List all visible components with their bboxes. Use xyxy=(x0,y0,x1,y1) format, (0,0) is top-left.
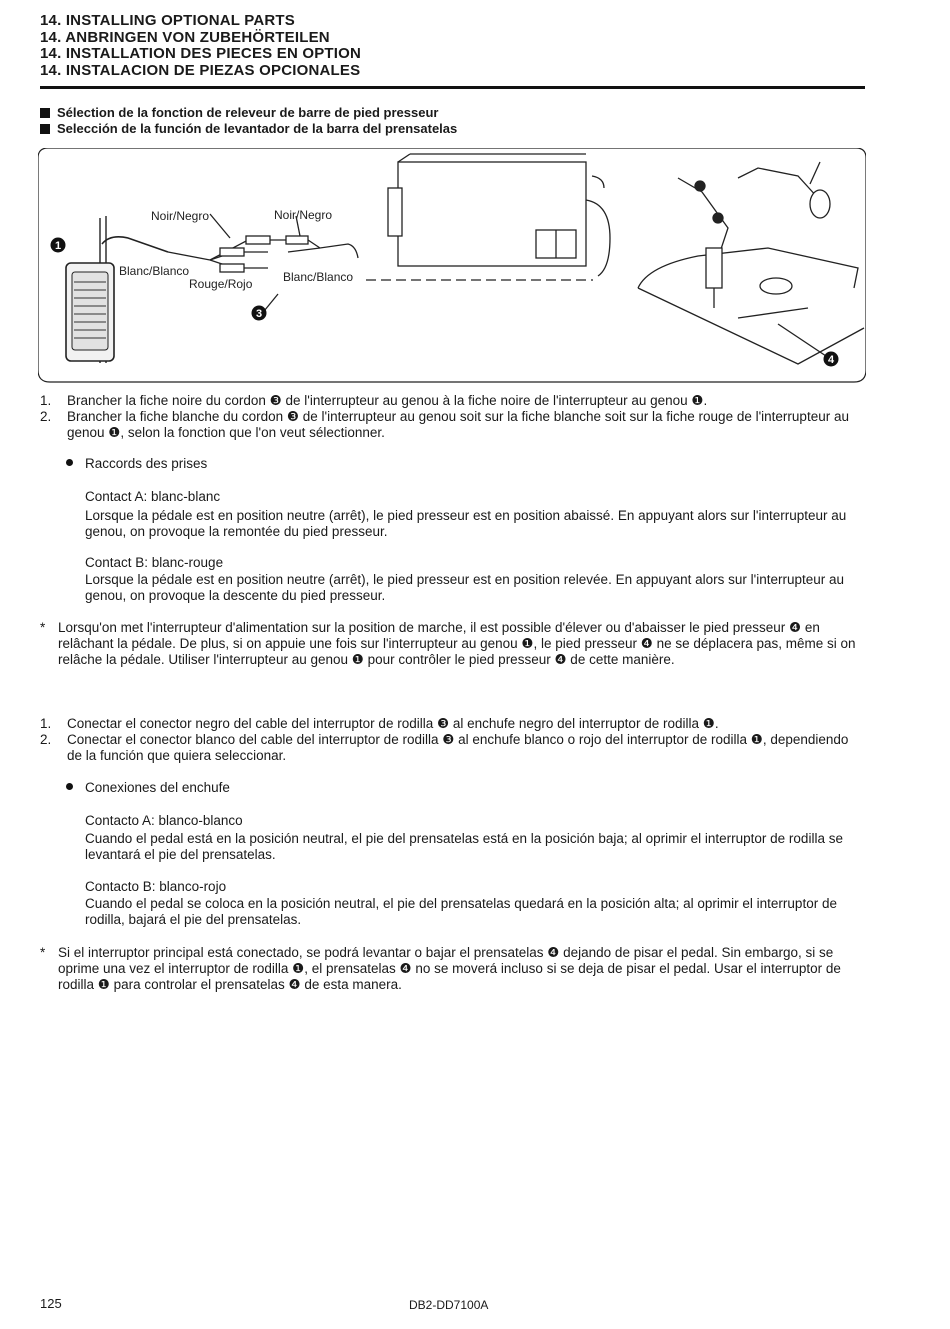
callout-3 xyxy=(252,306,267,321)
es-bullet-text: Conexiones del enchufe xyxy=(85,780,230,795)
label-noir-negro-right: Noir/Negro xyxy=(274,208,333,222)
callout-4 xyxy=(824,352,839,367)
fr-note-text: Lorsqu'on met l'interrupteur d'alimentation sur la position de marche, il est possible d'élever ou d'abaisser le pied presseur ❹ en relâchant la pédale. De plus, si on appuie une fois sur l'interrupteur au genou ❶, le pied presseur ❹ ne se déplacera pas, même si on relâche la pédale. Utiliser l'interrupteur au genou ❶ pour contrôler le pied presseur ❹ de cette manière. xyxy=(58,620,856,667)
heading-en: 14. INSTALLING OPTIONAL PARTS xyxy=(40,12,295,29)
section-title-es-text: Selección de la función de levantador de la barra del prensatelas xyxy=(57,121,458,136)
fr-step2-number: 2. xyxy=(40,409,52,424)
svg-text:1: 1 xyxy=(54,240,62,252)
section-title-fr xyxy=(40,105,438,121)
es-bullet-conexiones xyxy=(66,780,230,795)
section-title-fr-text: Sélection de la fonction de releveur de barre de pied presseur xyxy=(57,105,439,120)
es-contactB-text: Cuando el pedal se coloca en la posición neutral, el pie del prensatelas quedará en la posición alta; al oprimir el interruptor de rodilla, bajará el pie del prensatelas. xyxy=(85,896,837,927)
fr-bullet-raccords xyxy=(66,456,207,471)
label-noir-negro-left: Noir/Negro xyxy=(151,209,210,223)
heading-es: 14. INSTALACION DE PIEZAS OPCIONALES xyxy=(40,61,361,79)
fr-step2-text: Brancher la fiche blanche du cordon ❸ de l'interrupteur au genou soit sur la fiche blanche soit sur la fiche rouge de l'interrupteur au genou ❶, selon la fonction que l'on veut sélectionner. xyxy=(67,409,849,440)
fr-step1-text: Brancher la fiche noire du cordon ❸ de l'interrupteur au genou à la fiche noire de l'interrupteur au genou ❶. xyxy=(67,393,708,408)
label-rouge-rojo: Rouge/Rojo xyxy=(189,277,253,291)
heading-rule xyxy=(40,86,865,89)
es-contactA-title: Contacto A: blanco-blanco xyxy=(85,813,243,828)
sewing-machine-head xyxy=(638,162,864,364)
svg-text:4: 4 xyxy=(827,354,835,366)
callout-1 xyxy=(51,238,66,253)
cable-connectors xyxy=(168,214,358,316)
heading-de: 14. ANBRINGEN VON ZUBEHÖRTEILEN xyxy=(40,28,330,46)
section-title-es xyxy=(40,121,457,137)
heading-fr: 14. INSTALLATION DES PIECES EN OPTION xyxy=(40,45,362,62)
fr-step1-number: 1. xyxy=(40,393,52,408)
fr-contactA-text: Lorsque la pédale est en position neutre (arrêt), le pied presseur est en position abaissé. En appuyant alors sur l'interrupteur au genou, on provoque la remontée du pied presseur. xyxy=(85,508,847,539)
page-number: 125 xyxy=(40,1296,62,1311)
es-note-text: Si el interruptor principal está conectado, se podrá levantar o bajar el prensatelas ❹ dejando de pisar el pedal. Sin embargo, si se oprime una vez el interruptor de rodilla ❶, el prensatelas ❹ no se moverá incluso si se deja de pisar el pedal. Usar el interruptor de rodilla ❶ para controlar el prensatelas ❹ de esta manera. xyxy=(58,945,841,992)
es-contactB-title: Contacto B: blanco-rojo xyxy=(85,879,227,894)
es-contactA-text: Cuando el pedal está en la posición neutral, el pie del prensatelas está en la posición baja; al oprimir el interruptor de rodilla se levantará el pie del prensatelas. xyxy=(85,831,843,862)
es-step1-number: 1. xyxy=(40,716,52,731)
document-code: DB2-DD7100A xyxy=(409,1298,489,1312)
page-headings xyxy=(40,13,870,79)
label-blanc-blanco-left: Blanc/Blanco xyxy=(119,264,190,278)
es-step2-number: 2. xyxy=(40,732,52,747)
es-note-asterisk: * xyxy=(40,945,46,960)
square-bullet-icon xyxy=(40,108,50,118)
label-blanc-blanco-right: Blanc/Blanco xyxy=(283,270,354,284)
knee-switch xyxy=(66,216,168,363)
fr-contactA-title: Contact A: blanc-blanc xyxy=(85,489,221,504)
square-bullet-icon xyxy=(40,124,50,134)
es-step1-text: Conectar el conector negro del cable del interruptor de rodilla ❸ al enchufe negro del interruptor de rodilla ❶. xyxy=(67,716,719,731)
es-step2-text: Conectar el conector blanco del cable del interruptor de rodilla ❸ al enchufe blanco o rojo del interruptor de rodilla ❶, dependiendo de la función que quiera seleccionar. xyxy=(67,732,849,763)
control-box xyxy=(366,154,610,280)
fr-bullet-text: Raccords des prises xyxy=(85,456,208,471)
knee-switch-illustration xyxy=(38,148,866,384)
fr-note-asterisk: * xyxy=(40,620,46,635)
fr-contactB-title: Contact B: blanc-rouge xyxy=(85,555,224,570)
svg-text:3: 3 xyxy=(255,308,263,320)
fr-contactB-text: Lorsque la pédale est en position neutre (arrêt), le pied presseur est en position relevée. En appuyant alors sur l'interrupteur au genou, on provoque la descente du pied presseur. xyxy=(85,572,845,603)
